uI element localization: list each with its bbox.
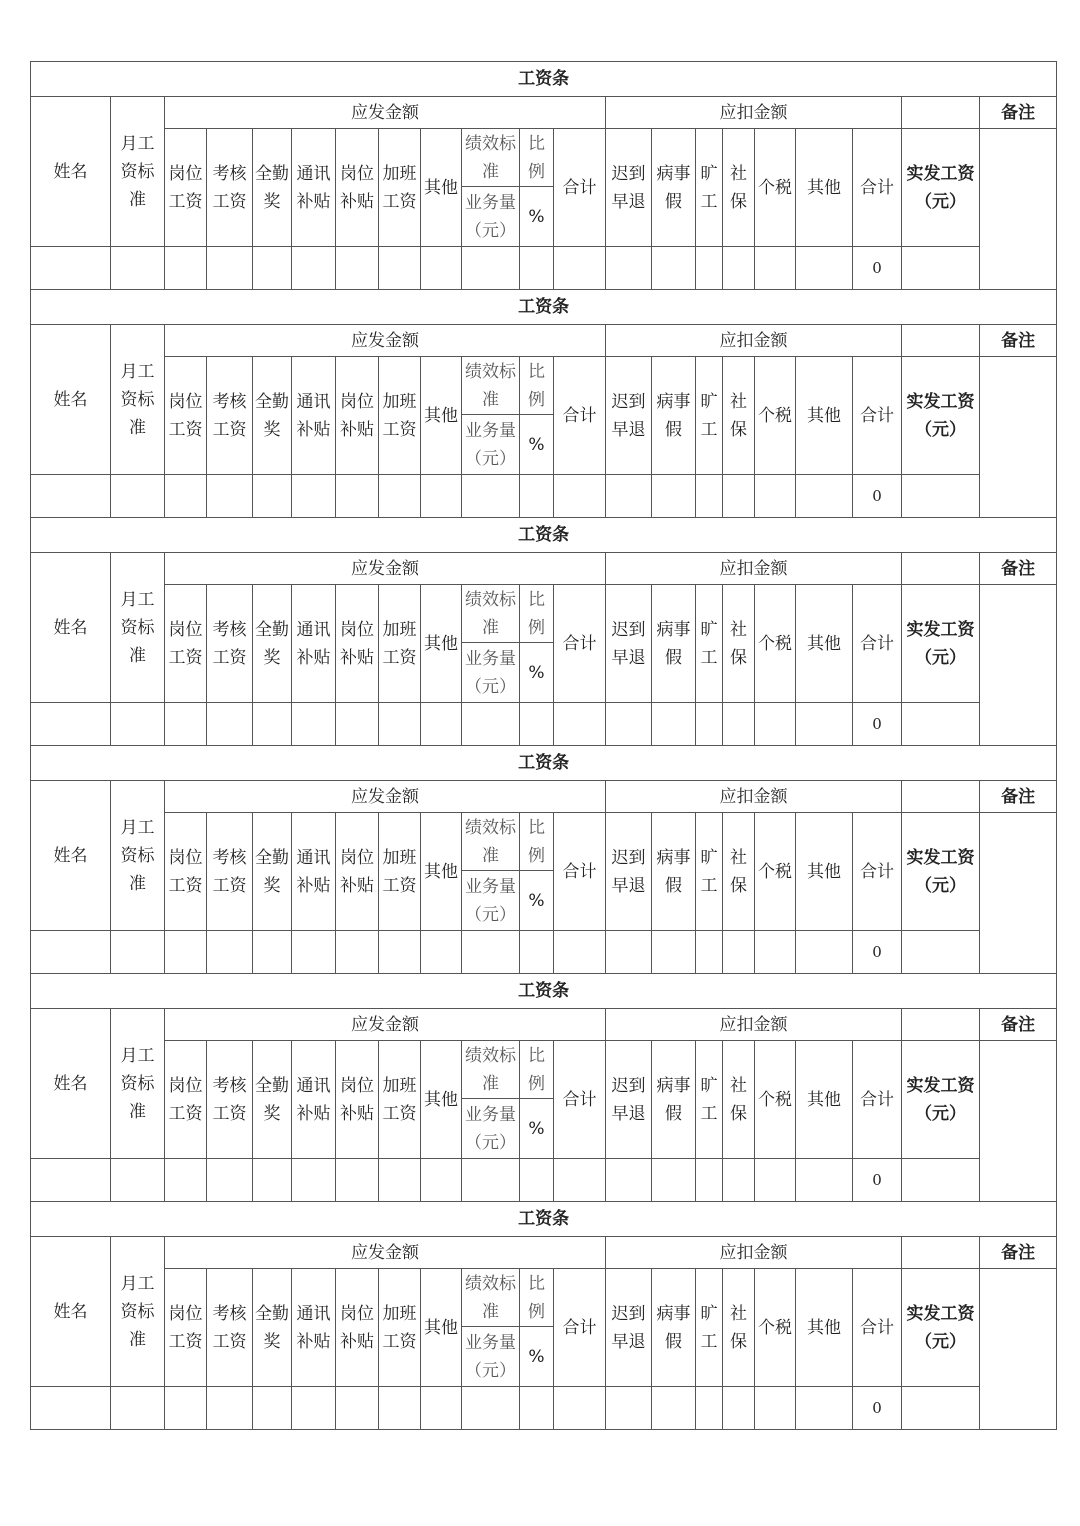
name-value-cell <box>31 931 111 974</box>
post-allowance-value-cell <box>336 475 379 518</box>
post-wage-value-cell <box>165 1387 207 1430</box>
net-pay-header: 实发工资（元） <box>902 585 980 703</box>
social-security-header: 社保 <box>723 129 755 247</box>
deduction-total-value: 0 <box>853 703 902 746</box>
deduction-amount-header: 应扣金额 <box>606 1009 902 1041</box>
remarks-cell <box>980 1269 1057 1430</box>
late-early-value-cell <box>606 931 652 974</box>
name-header: 姓名 <box>31 1009 111 1159</box>
assessment-wage-value-cell <box>207 475 253 518</box>
post-allowance-header: 岗位补贴 <box>336 1269 379 1387</box>
post-wage-header: 岗位工资 <box>165 129 207 247</box>
overtime-wage-header: 加班工资 <box>379 1269 421 1387</box>
deduction-total-header: 合计 <box>853 357 902 475</box>
deduction-total-header: 合计 <box>853 129 902 247</box>
sick-leave-header: 病事假 <box>652 357 696 475</box>
deduction-total-value: 0 <box>853 475 902 518</box>
assessment-wage-header: 考核工资 <box>207 357 253 475</box>
blank-header-cell <box>902 1237 980 1269</box>
deduction-amount-header: 应扣金额 <box>606 553 902 585</box>
ratio-header: 比例 <box>520 585 554 643</box>
percent-value-cell <box>520 1387 554 1430</box>
remarks-header: 备注 <box>980 1009 1057 1041</box>
other-deduction-header: 其他 <box>796 357 853 475</box>
salary-slip <box>30 973 1057 1202</box>
salary-slip-sheet <box>30 61 1056 1430</box>
other-payable-header: 其他 <box>421 129 462 247</box>
attendance-bonus-value-cell <box>253 475 292 518</box>
payable-total-header: 合计 <box>554 129 606 247</box>
remarks-cell <box>980 813 1057 974</box>
attendance-bonus-value-cell <box>253 1387 292 1430</box>
percent-value-cell <box>520 703 554 746</box>
attendance-bonus-value-cell <box>253 703 292 746</box>
remarks-header: 备注 <box>980 553 1057 585</box>
post-allowance-header: 岗位补贴 <box>336 813 379 931</box>
deduction-total-header: 合计 <box>853 1041 902 1159</box>
sick-leave-header: 病事假 <box>652 813 696 931</box>
post-wage-header: 岗位工资 <box>165 1269 207 1387</box>
blank-header-cell <box>902 325 980 357</box>
overtime-wage-header: 加班工资 <box>379 585 421 703</box>
name-value-cell <box>31 1387 111 1430</box>
payable-total-value-cell <box>554 1387 606 1430</box>
payable-total-value-cell <box>554 1159 606 1202</box>
performance-standard-header: 绩效标准 <box>462 585 520 643</box>
communication-allowance-header: 通讯补贴 <box>292 357 336 475</box>
post-allowance-value-cell <box>336 247 379 290</box>
attendance-bonus-header: 全勤奖 <box>253 357 292 475</box>
other-payable-header: 其他 <box>421 1041 462 1159</box>
other-deduction-value-cell <box>796 703 853 746</box>
post-allowance-value-cell <box>336 1387 379 1430</box>
overtime-wage-value-cell <box>379 931 421 974</box>
sick-leave-value-cell <box>652 1387 696 1430</box>
monthly-standard-header: 月工资标准 <box>111 325 165 475</box>
income-tax-header: 个税 <box>755 585 796 703</box>
performance-standard-header: 绩效标准 <box>462 1041 520 1099</box>
percent-value-cell <box>520 475 554 518</box>
other-payable-header: 其他 <box>421 357 462 475</box>
social-security-header: 社保 <box>723 813 755 931</box>
assessment-wage-header: 考核工资 <box>207 1269 253 1387</box>
post-allowance-header: 岗位补贴 <box>336 585 379 703</box>
blank-header-cell <box>902 97 980 129</box>
remarks-cell <box>980 1041 1057 1202</box>
slip-title: 工资条 <box>31 518 1057 553</box>
post-wage-header: 岗位工资 <box>165 1041 207 1159</box>
assessment-wage-header: 考核工资 <box>207 585 253 703</box>
post-wage-value-cell <box>165 703 207 746</box>
income-tax-value-cell <box>755 247 796 290</box>
attendance-bonus-header: 全勤奖 <box>253 813 292 931</box>
assessment-wage-value-cell <box>207 247 253 290</box>
social-security-value-cell <box>723 475 755 518</box>
assessment-wage-value-cell <box>207 703 253 746</box>
net-pay-value-cell <box>902 247 980 290</box>
payable-total-header: 合计 <box>554 585 606 703</box>
monthly-standard-value-cell <box>111 1159 165 1202</box>
business-volume-header: 业务量（元） <box>462 415 520 475</box>
post-wage-header: 岗位工资 <box>165 813 207 931</box>
social-security-header: 社保 <box>723 585 755 703</box>
post-allowance-value-cell <box>336 931 379 974</box>
communication-allowance-header: 通讯补贴 <box>292 1269 336 1387</box>
business-volume-value-cell <box>462 703 520 746</box>
ratio-header: 比例 <box>520 1041 554 1099</box>
business-volume-header: 业务量（元） <box>462 187 520 247</box>
deduction-amount-header: 应扣金额 <box>606 1237 902 1269</box>
absenteeism-header: 旷工 <box>696 1269 723 1387</box>
attendance-bonus-header: 全勤奖 <box>253 585 292 703</box>
percent-header: % <box>520 1099 554 1159</box>
late-early-value-cell <box>606 1387 652 1430</box>
sick-leave-value-cell <box>652 475 696 518</box>
post-allowance-header: 岗位补贴 <box>336 129 379 247</box>
overtime-wage-value-cell <box>379 1387 421 1430</box>
social-security-header: 社保 <box>723 357 755 475</box>
name-header: 姓名 <box>31 97 111 247</box>
payable-amount-header: 应发金额 <box>165 1009 606 1041</box>
deduction-total-header: 合计 <box>853 585 902 703</box>
absenteeism-value-cell <box>696 1159 723 1202</box>
business-volume-value-cell <box>462 475 520 518</box>
post-allowance-value-cell <box>336 1159 379 1202</box>
net-pay-header: 实发工资（元） <box>902 1041 980 1159</box>
deduction-total-header: 合计 <box>853 813 902 931</box>
business-volume-value-cell <box>462 931 520 974</box>
income-tax-header: 个税 <box>755 813 796 931</box>
business-volume-header: 业务量（元） <box>462 1327 520 1387</box>
late-early-header: 迟到早退 <box>606 813 652 931</box>
absenteeism-value-cell <box>696 931 723 974</box>
business-volume-value-cell <box>462 1159 520 1202</box>
net-pay-header: 实发工资（元） <box>902 129 980 247</box>
post-wage-header: 岗位工资 <box>165 585 207 703</box>
overtime-wage-header: 加班工资 <box>379 129 421 247</box>
other-payable-value-cell <box>421 931 462 974</box>
absenteeism-header: 旷工 <box>696 813 723 931</box>
other-deduction-header: 其他 <box>796 813 853 931</box>
overtime-wage-header: 加班工资 <box>379 813 421 931</box>
overtime-wage-header: 加班工资 <box>379 1041 421 1159</box>
deduction-total-value: 0 <box>853 1159 902 1202</box>
communication-allowance-header: 通讯补贴 <box>292 813 336 931</box>
overtime-wage-value-cell <box>379 1159 421 1202</box>
deduction-total-header: 合计 <box>853 1269 902 1387</box>
salary-slip <box>30 1201 1057 1430</box>
attendance-bonus-header: 全勤奖 <box>253 1269 292 1387</box>
payable-total-value-cell <box>554 931 606 974</box>
assessment-wage-header: 考核工资 <box>207 1041 253 1159</box>
percent-header: % <box>520 1327 554 1387</box>
ratio-header: 比例 <box>520 813 554 871</box>
absenteeism-header: 旷工 <box>696 585 723 703</box>
overtime-wage-header: 加班工资 <box>379 357 421 475</box>
late-early-value-cell <box>606 703 652 746</box>
remarks-header: 备注 <box>980 97 1057 129</box>
other-payable-value-cell <box>421 703 462 746</box>
monthly-standard-value-cell <box>111 703 165 746</box>
absenteeism-value-cell <box>696 475 723 518</box>
other-payable-value-cell <box>421 475 462 518</box>
other-payable-value-cell <box>421 247 462 290</box>
late-early-value-cell <box>606 247 652 290</box>
post-wage-header: 岗位工资 <box>165 357 207 475</box>
business-volume-value-cell <box>462 1387 520 1430</box>
performance-standard-header: 绩效标准 <box>462 129 520 187</box>
sick-leave-value-cell <box>652 247 696 290</box>
social-security-header: 社保 <box>723 1269 755 1387</box>
overtime-wage-value-cell <box>379 475 421 518</box>
percent-header: % <box>520 871 554 931</box>
monthly-standard-header: 月工资标准 <box>111 781 165 931</box>
other-payable-header: 其他 <box>421 1269 462 1387</box>
social-security-value-cell <box>723 703 755 746</box>
deduction-amount-header: 应扣金额 <box>606 325 902 357</box>
social-security-value-cell <box>723 247 755 290</box>
income-tax-value-cell <box>755 931 796 974</box>
communication-allowance-value-cell <box>292 703 336 746</box>
absenteeism-value-cell <box>696 1387 723 1430</box>
deduction-total-value: 0 <box>853 1387 902 1430</box>
late-early-header: 迟到早退 <box>606 585 652 703</box>
late-early-header: 迟到早退 <box>606 1269 652 1387</box>
sick-leave-header: 病事假 <box>652 1041 696 1159</box>
attendance-bonus-header: 全勤奖 <box>253 129 292 247</box>
assessment-wage-value-cell <box>207 931 253 974</box>
business-volume-header: 业务量（元） <box>462 643 520 703</box>
payable-total-value-cell <box>554 703 606 746</box>
payable-total-header: 合计 <box>554 357 606 475</box>
remarks-header: 备注 <box>980 325 1057 357</box>
ratio-header: 比例 <box>520 129 554 187</box>
payable-total-header: 合计 <box>554 1041 606 1159</box>
name-header: 姓名 <box>31 781 111 931</box>
other-deduction-header: 其他 <box>796 1269 853 1387</box>
net-pay-value-cell <box>902 703 980 746</box>
income-tax-value-cell <box>755 475 796 518</box>
net-pay-value-cell <box>902 475 980 518</box>
communication-allowance-header: 通讯补贴 <box>292 1041 336 1159</box>
overtime-wage-value-cell <box>379 703 421 746</box>
payable-total-header: 合计 <box>554 1269 606 1387</box>
percent-value-cell <box>520 1159 554 1202</box>
monthly-standard-header: 月工资标准 <box>111 1009 165 1159</box>
blank-header-cell <box>902 1009 980 1041</box>
other-deduction-value-cell <box>796 931 853 974</box>
salary-slip <box>30 289 1057 518</box>
slip-title: 工资条 <box>31 974 1057 1009</box>
blank-header-cell <box>902 553 980 585</box>
other-payable-header: 其他 <box>421 813 462 931</box>
communication-allowance-value-cell <box>292 931 336 974</box>
blank-header-cell <box>902 781 980 813</box>
name-value-cell <box>31 1159 111 1202</box>
assessment-wage-header: 考核工资 <box>207 813 253 931</box>
income-tax-value-cell <box>755 1159 796 1202</box>
sick-leave-value-cell <box>652 931 696 974</box>
social-security-value-cell <box>723 1159 755 1202</box>
percent-value-cell <box>520 931 554 974</box>
deduction-amount-header: 应扣金额 <box>606 97 902 129</box>
payable-total-value-cell <box>554 247 606 290</box>
post-wage-value-cell <box>165 1159 207 1202</box>
income-tax-value-cell <box>755 703 796 746</box>
attendance-bonus-value-cell <box>253 931 292 974</box>
percent-value-cell <box>520 247 554 290</box>
late-early-header: 迟到早退 <box>606 129 652 247</box>
deduction-total-value: 0 <box>853 931 902 974</box>
other-payable-value-cell <box>421 1159 462 1202</box>
payable-total-header: 合计 <box>554 813 606 931</box>
name-value-cell <box>31 703 111 746</box>
absenteeism-value-cell <box>696 703 723 746</box>
social-security-value-cell <box>723 931 755 974</box>
monthly-standard-value-cell <box>111 247 165 290</box>
social-security-header: 社保 <box>723 1041 755 1159</box>
monthly-standard-header: 月工资标准 <box>111 1237 165 1387</box>
net-pay-value-cell <box>902 931 980 974</box>
payable-amount-header: 应发金额 <box>165 553 606 585</box>
deduction-amount-header: 应扣金额 <box>606 781 902 813</box>
other-deduction-header: 其他 <box>796 585 853 703</box>
deduction-total-value: 0 <box>853 247 902 290</box>
income-tax-header: 个税 <box>755 129 796 247</box>
business-volume-header: 业务量（元） <box>462 1099 520 1159</box>
post-allowance-value-cell <box>336 703 379 746</box>
other-deduction-value-cell <box>796 475 853 518</box>
remarks-header: 备注 <box>980 781 1057 813</box>
slip-title: 工资条 <box>31 746 1057 781</box>
performance-standard-header: 绩效标准 <box>462 813 520 871</box>
attendance-bonus-value-cell <box>253 247 292 290</box>
income-tax-header: 个税 <box>755 1041 796 1159</box>
absenteeism-value-cell <box>696 247 723 290</box>
name-header: 姓名 <box>31 553 111 703</box>
income-tax-header: 个税 <box>755 357 796 475</box>
late-early-header: 迟到早退 <box>606 357 652 475</box>
net-pay-header: 实发工资（元） <box>902 1269 980 1387</box>
name-value-cell <box>31 475 111 518</box>
post-allowance-header: 岗位补贴 <box>336 357 379 475</box>
net-pay-header: 实发工资（元） <box>902 813 980 931</box>
income-tax-header: 个税 <box>755 1269 796 1387</box>
net-pay-value-cell <box>902 1387 980 1430</box>
performance-standard-header: 绩效标准 <box>462 1269 520 1327</box>
net-pay-header: 实发工资（元） <box>902 357 980 475</box>
other-deduction-value-cell <box>796 247 853 290</box>
percent-header: % <box>520 643 554 703</box>
salary-slip <box>30 745 1057 974</box>
ratio-header: 比例 <box>520 357 554 415</box>
other-payable-value-cell <box>421 1387 462 1430</box>
absenteeism-header: 旷工 <box>696 357 723 475</box>
attendance-bonus-value-cell <box>253 1159 292 1202</box>
other-deduction-value-cell <box>796 1159 853 1202</box>
net-pay-value-cell <box>902 1159 980 1202</box>
payable-amount-header: 应发金额 <box>165 1237 606 1269</box>
communication-allowance-value-cell <box>292 1387 336 1430</box>
post-wage-value-cell <box>165 247 207 290</box>
other-deduction-header: 其他 <box>796 1041 853 1159</box>
other-deduction-value-cell <box>796 1387 853 1430</box>
performance-standard-header: 绩效标准 <box>462 357 520 415</box>
salary-slip <box>30 517 1057 746</box>
absenteeism-header: 旷工 <box>696 1041 723 1159</box>
slip-title: 工资条 <box>31 62 1057 97</box>
sick-leave-header: 病事假 <box>652 585 696 703</box>
salary-slip <box>30 61 1057 290</box>
assessment-wage-value-cell <box>207 1159 253 1202</box>
sick-leave-value-cell <box>652 703 696 746</box>
assessment-wage-header: 考核工资 <box>207 129 253 247</box>
assessment-wage-value-cell <box>207 1387 253 1430</box>
overtime-wage-value-cell <box>379 247 421 290</box>
late-early-value-cell <box>606 475 652 518</box>
payable-amount-header: 应发金额 <box>165 325 606 357</box>
name-header: 姓名 <box>31 325 111 475</box>
remarks-header: 备注 <box>980 1237 1057 1269</box>
sick-leave-header: 病事假 <box>652 129 696 247</box>
payable-total-value-cell <box>554 475 606 518</box>
monthly-standard-header: 月工资标准 <box>111 553 165 703</box>
late-early-value-cell <box>606 1159 652 1202</box>
business-volume-value-cell <box>462 247 520 290</box>
name-header: 姓名 <box>31 1237 111 1387</box>
ratio-header: 比例 <box>520 1269 554 1327</box>
percent-header: % <box>520 415 554 475</box>
attendance-bonus-header: 全勤奖 <box>253 1041 292 1159</box>
name-value-cell <box>31 247 111 290</box>
social-security-value-cell <box>723 1387 755 1430</box>
remarks-cell <box>980 129 1057 290</box>
absenteeism-header: 旷工 <box>696 129 723 247</box>
remarks-cell <box>980 357 1057 518</box>
communication-allowance-value-cell <box>292 247 336 290</box>
monthly-standard-value-cell <box>111 475 165 518</box>
payable-amount-header: 应发金额 <box>165 97 606 129</box>
communication-allowance-header: 通讯补贴 <box>292 129 336 247</box>
post-wage-value-cell <box>165 931 207 974</box>
other-payable-header: 其他 <box>421 585 462 703</box>
post-allowance-header: 岗位补贴 <box>336 1041 379 1159</box>
sick-leave-header: 病事假 <box>652 1269 696 1387</box>
income-tax-value-cell <box>755 1387 796 1430</box>
payable-amount-header: 应发金额 <box>165 781 606 813</box>
percent-header: % <box>520 187 554 247</box>
remarks-cell <box>980 585 1057 746</box>
communication-allowance-header: 通讯补贴 <box>292 585 336 703</box>
slip-title: 工资条 <box>31 290 1057 325</box>
monthly-standard-value-cell <box>111 1387 165 1430</box>
communication-allowance-value-cell <box>292 475 336 518</box>
slip-title: 工资条 <box>31 1202 1057 1237</box>
post-wage-value-cell <box>165 475 207 518</box>
monthly-standard-header: 月工资标准 <box>111 97 165 247</box>
late-early-header: 迟到早退 <box>606 1041 652 1159</box>
monthly-standard-value-cell <box>111 931 165 974</box>
other-deduction-header: 其他 <box>796 129 853 247</box>
sick-leave-value-cell <box>652 1159 696 1202</box>
communication-allowance-value-cell <box>292 1159 336 1202</box>
business-volume-header: 业务量（元） <box>462 871 520 931</box>
